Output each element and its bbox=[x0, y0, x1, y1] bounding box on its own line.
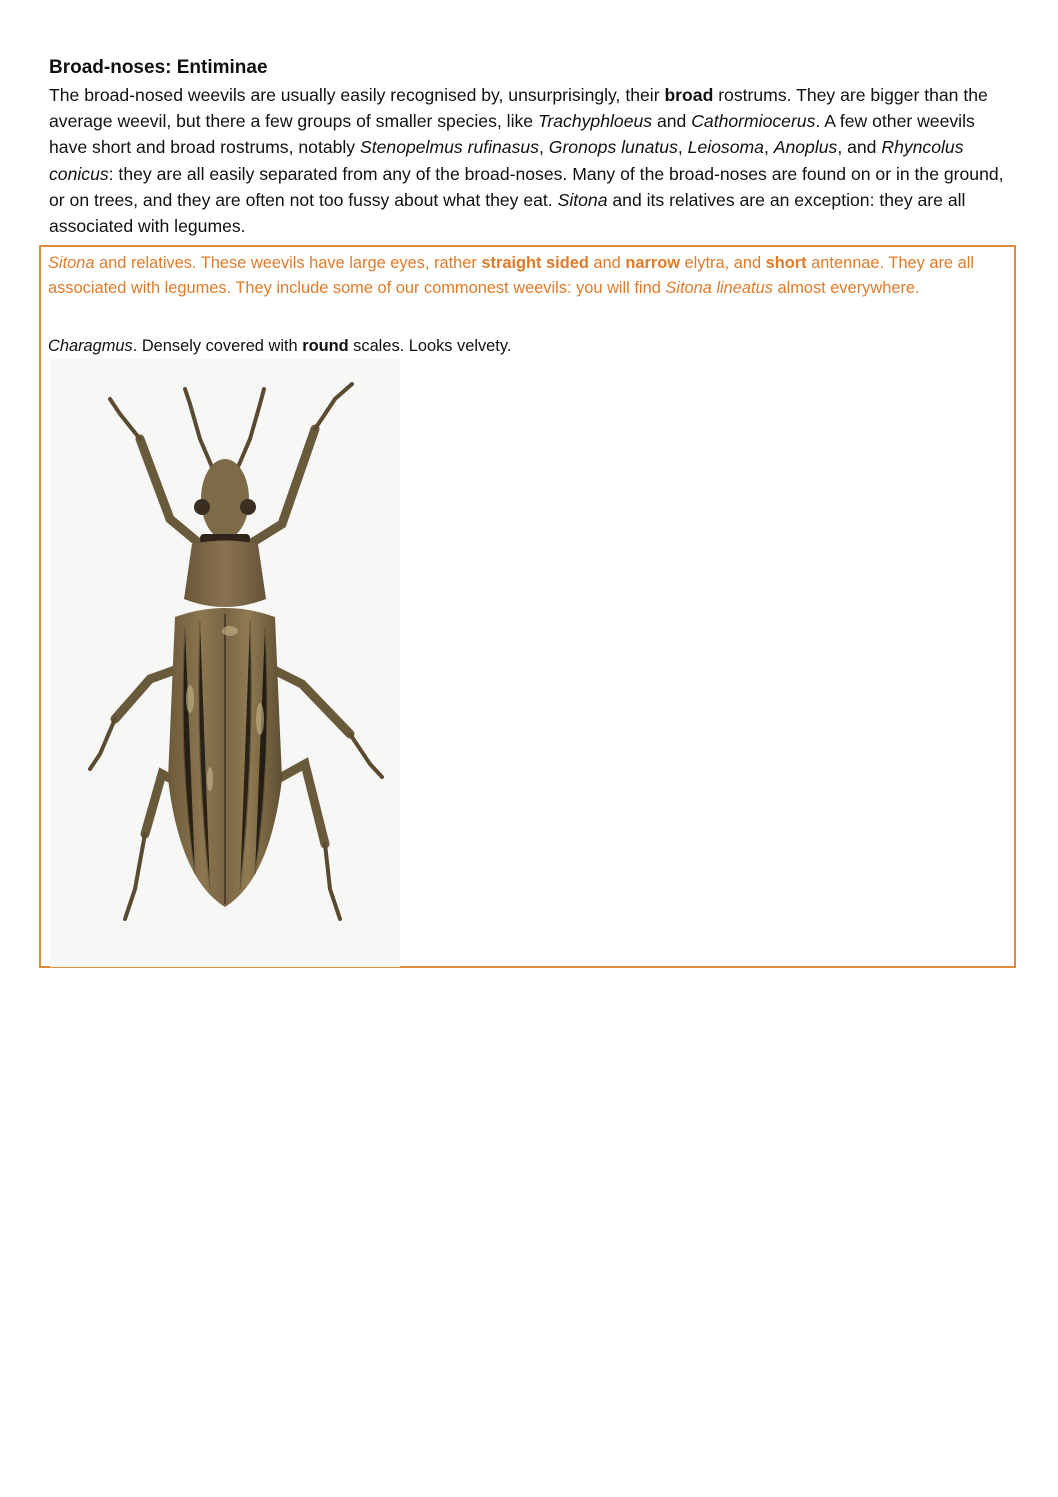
taxon-trachyphloeus: Trachyphloeus bbox=[537, 111, 653, 132]
weevil-illustration bbox=[50, 359, 400, 967]
intro-text: The broad-nosed weevils are usually easily recognised by, unsurprisingly, their bbox=[49, 85, 665, 105]
intro-text: and its relatives are an exception: they are all associated with legumes. bbox=[49, 189, 966, 237]
sitona-bold-narrow: narrow bbox=[625, 254, 680, 272]
intro-text: : they are all easily separated from any of the broad-noses. Many of the broad-noses are found on or in the ground, or on trees, and they are often not too fussy about what they eat. bbox=[49, 163, 1004, 210]
sitona-text: almost everywhere. bbox=[772, 278, 920, 297]
taxon-leiosoma: Leiosoma bbox=[687, 137, 764, 158]
taxon-sitona-lineatus: Sitona lineatus bbox=[665, 278, 773, 297]
sitona-bold-straight-sided: straight sided bbox=[481, 254, 589, 272]
sitona-bold-short: short bbox=[765, 254, 807, 272]
taxon-cathormiocerus: Cathormiocerus bbox=[691, 111, 816, 132]
intro-text: , and bbox=[837, 137, 882, 158]
intro-text: and bbox=[652, 111, 692, 132]
taxon-sitona: Sitona bbox=[557, 189, 608, 210]
sitona-text: antennae. They are all associated with legumes. They include some of our commonest weevils: you will find bbox=[48, 254, 974, 297]
charagmus-text: scales. Looks velvety. bbox=[348, 337, 512, 355]
sitona-group-description bbox=[48, 251, 1008, 300]
charagmus-bold-round: round bbox=[302, 337, 349, 355]
sitona-text: and bbox=[588, 254, 626, 272]
sitona-text: elytra, and bbox=[679, 254, 766, 272]
charagmus-photo bbox=[50, 359, 400, 967]
sitona-text: and relatives. These weevils have large eyes, rather bbox=[94, 254, 482, 272]
taxon-sitona: Sitona bbox=[48, 254, 95, 272]
intro-text: . A few other weevils have short and broad rostrums, notably bbox=[49, 111, 975, 158]
intro-text: rostrums. They are bigger than the average weevil, but there a few groups of smaller species, like bbox=[49, 85, 988, 132]
taxon-stenopelmus: Stenopelmus rufinasus bbox=[360, 137, 539, 158]
charagmus-caption bbox=[48, 334, 511, 358]
intro-text: , bbox=[677, 137, 688, 158]
taxon-anoplus: Anoplus bbox=[773, 137, 838, 158]
taxon-charagmus: Charagmus bbox=[48, 337, 133, 355]
intro-text: , bbox=[763, 137, 774, 158]
section-heading: Broad-noses: Entiminae bbox=[49, 57, 268, 78]
intro-paragraph bbox=[49, 82, 1014, 239]
intro-bold-broad: broad bbox=[664, 85, 714, 105]
taxon-gronops: Gronops lunatus bbox=[548, 137, 678, 158]
taxon-rhyncolus: Rhyncolus conicus bbox=[49, 137, 964, 184]
charagmus-text: . Densely covered with bbox=[132, 337, 303, 355]
intro-text: , bbox=[538, 137, 549, 158]
